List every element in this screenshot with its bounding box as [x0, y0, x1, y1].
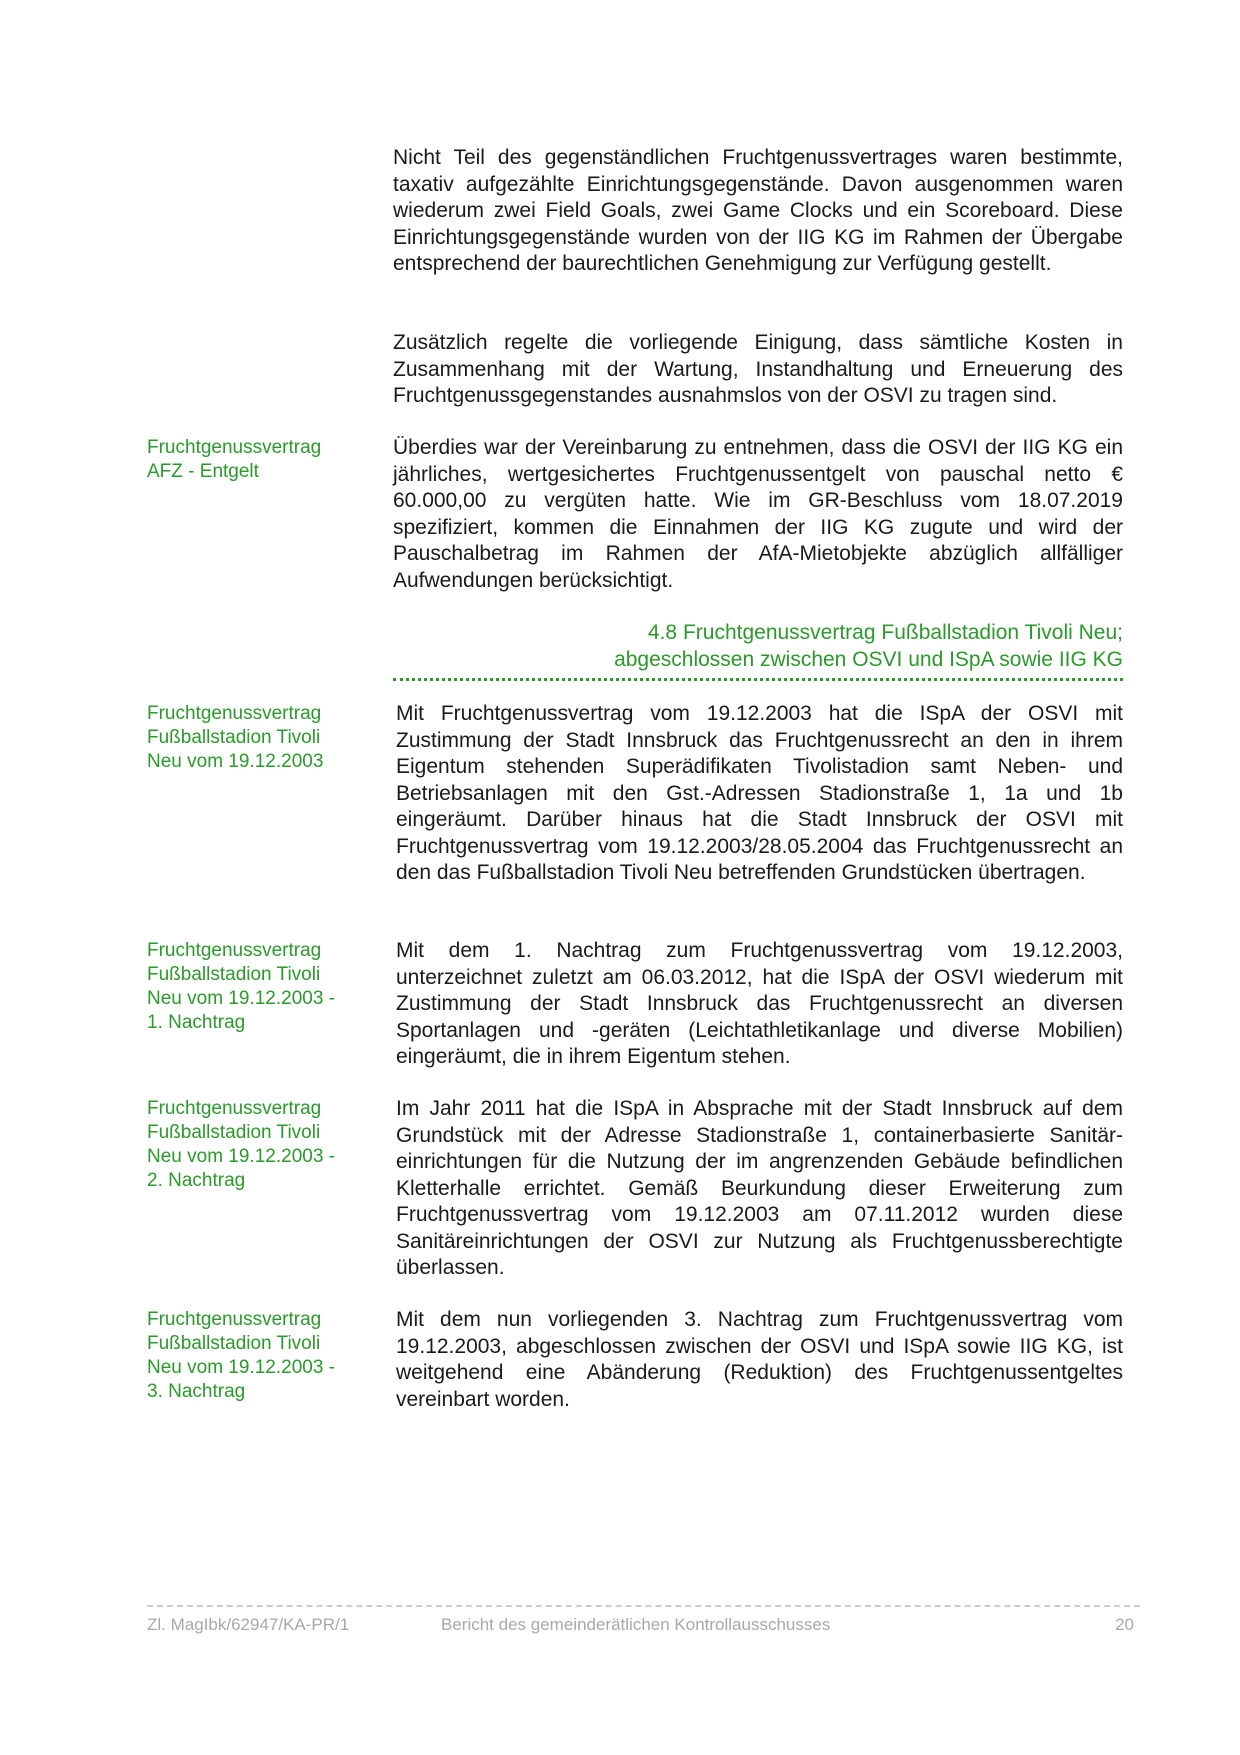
margin-note-line: Fußballstadion Tivoli: [147, 727, 321, 748]
margin-note-line: 1. Nachtrag: [147, 1012, 246, 1033]
footer-reference: Zl. MagIbk/62947/KA-PR/1: [147, 1615, 350, 1634]
margin-note-line: AFZ - Entgelt: [147, 461, 259, 482]
margin-note-line: Neu vom 19.12.2003 -: [147, 988, 336, 1009]
margin-note-line: Fußballstadion Tivoli: [147, 964, 321, 985]
margin-note-line: Fruchtgenussvertrag: [147, 1309, 322, 1330]
margin-note-nachtrag-3: [147, 1308, 362, 1404]
margin-note-line: Fruchtgenussvertrag: [147, 940, 322, 961]
margin-note-line: 2. Nachtrag: [147, 1170, 246, 1191]
section-divider: [393, 678, 1123, 681]
margin-note-afz-entgelt: [147, 436, 362, 484]
body-paragraph: Zusätzlich regelte die vorliegende Einigung, dass sämtliche Kosten in Zusammenhang mit der Wartung, Instandhaltung und Erneuerung des Fruchtgenussgegenstandes ausnahmslos von der OSVI zu tragen sind.: [393, 331, 1123, 407]
body-paragraph: Nicht Teil des gegenständlichen Fruchtgenussvertrages waren bestimmte, taxativ aufgezählte Einrichtungsgegenstände. Davon ausgenommen waren wiederum zwei Field Goals, zwei Game Clocks und ein Scoreboard. Diese Einrichtungsgegenstände wurden von der IIG KG im Rahmen der Übergabe entsprechend der baurechtlichen Genehmigung zur Verfügung gestellt.: [393, 146, 1123, 275]
body-paragraph: Mit dem nun vorliegenden 3. Nachtrag zum Fruchtgenussvertrag vom 19.12.2003, abgeschlossen zwischen der OSVI und ISpA sowie IIG KG, ist weitgehend eine Abänderung (Reduktion) des Fruchtgenussentgeltes vereinbart worden.: [396, 1308, 1123, 1411]
margin-note-line: Fußballstadion Tivoli: [147, 1122, 321, 1143]
margin-note-nachtrag-2: [147, 1097, 362, 1193]
margin-note-line: Fruchtgenussvertrag: [147, 1098, 322, 1119]
page-number: 20: [1115, 1615, 1134, 1634]
margin-note-line: Fruchtgenussvertrag: [147, 437, 322, 458]
margin-note-line: Neu vom 19.12.2003: [147, 751, 324, 772]
margin-note-tivoli-neu: [147, 702, 362, 774]
margin-note-line: Neu vom 19.12.2003 -: [147, 1146, 336, 1167]
margin-note-line: Neu vom 19.12.2003 -: [147, 1357, 336, 1378]
margin-note-line: Fußballstadion Tivoli: [147, 1333, 321, 1354]
section-heading-4-8: [393, 620, 1123, 673]
section-heading-line: 4.8 Fruchtgenussvertrag Fußballstadion Tivoli Neu;: [647, 621, 1123, 644]
footer-title: Bericht des gemeinderätlichen Kontrollausschusses: [441, 1615, 831, 1634]
footer-divider: [147, 1605, 1140, 1607]
margin-note-line: Fruchtgenussvertrag: [147, 703, 322, 724]
section-heading-line: abgeschlossen zwischen OSVI und ISpA sowie IIG KG: [614, 647, 1123, 671]
margin-note-nachtrag-1: [147, 939, 362, 1035]
body-paragraph: Überdies war der Vereinbarung zu entnehmen, dass die OSVI der IIG KG ein jährliches, wertgesichertes Fruchtgenussentgelt von pauschal netto € 60.000,00 zu vergüten hatte. Wie im GR-Beschluss vom 18.07.2019 spezifiziert, kommen die Einnahmen der IIG KG zugute und wird der Pauschalbetrag im Rahmen der AfA-Mietobjekte abzüglich allfälliger Aufwendungen berücksichtigt.: [393, 436, 1123, 592]
body-paragraph: Mit Fruchtgenussvertrag vom 19.12.2003 hat die ISpA der OSVI mit Zustimmung der Stadt Innsbruck das Fruchtgenussrecht an den in ihrem Eigentum stehenden Superädifikaten Tivolistadion samt Neben- und Betriebsanlagen mit den Gst.-Adressen Stadionstraße 1, 1a und 1b eingeräumt. Darüber hinaus hat die Stadt Innsbruck der OSVI mit Fruchtgenussvertrag vom 19.12.2003/28.05.2004 das Fruchtgenussrecht an den das Fußballstadion Tivoli Neu betreffenden Grundstücken übertragen.: [396, 702, 1123, 884]
body-paragraph: Im Jahr 2011 hat die ISpA in Absprache mit der Stadt Innsbruck auf dem Grundstück mit der Adresse Stadionstraße 1, containerbasierte Sanitäreinrichtungen für die Nutzung der im angrenzenden Gebäude befindlichen Kletterhalle errichtet. Gemäß Beurkundung dieser Erweiterung zum Fruchtgenussvertrag vom 19.12.2003 am 07.11.2012 wurden diese Sanitäreinrichtungen der OSVI zur Nutzung als Fruchtgenussberechtigte überlassen.: [396, 1097, 1123, 1279]
body-paragraph: Mit dem 1. Nachtrag zum Fruchtgenussvertrag vom 19.12.2003, unterzeichnet zuletzt am 06.03.2012, hat die ISpA der OSVI wiederum mit Zustimmung der Stadt Innsbruck das Fruchtgenussrecht an diversen Sportanlagen und -geräten (Leichtathletikanlage und diverse Mobilien) eingeräumt, die in ihrem Eigentum stehen.: [396, 939, 1123, 1068]
margin-note-line: 3. Nachtrag: [147, 1381, 246, 1402]
